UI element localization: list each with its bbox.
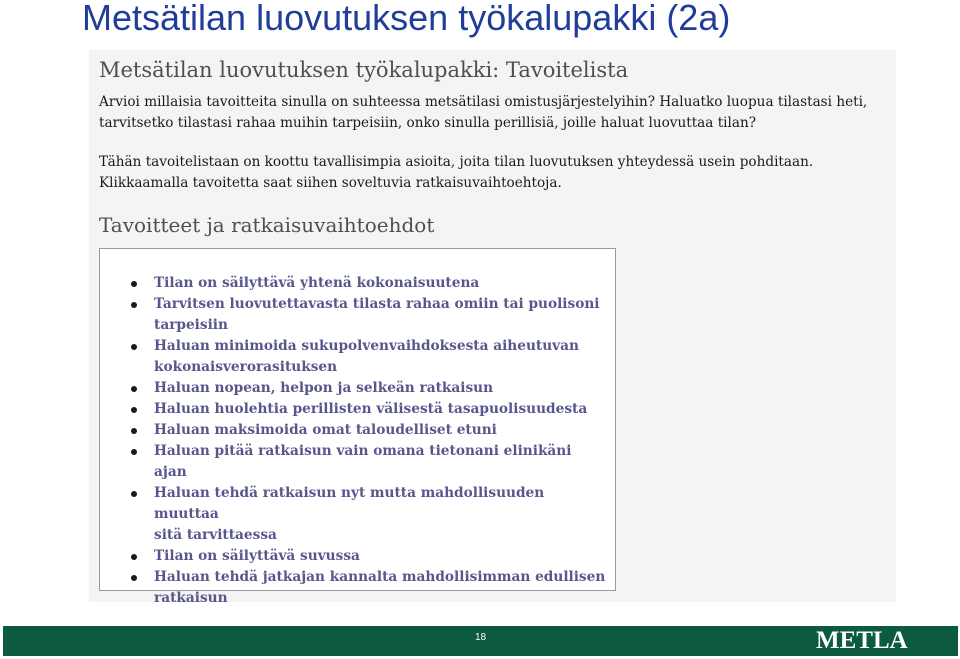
goal-link-text: Haluan pitää ratkaisun vain omana tietonani elinikäni ajan — [154, 443, 572, 480]
page-heading: Metsätilan luovutuksen työkalupakki: Tavoitelista — [99, 58, 629, 82]
goal-link-text: Tarvitsen luovutettavasta tilasta rahaa omiin tai puolisoni — [154, 296, 600, 312]
goal-link-text: Haluan tehdä ratkaisun nyt mutta mahdollisuuden muuttaa — [154, 485, 545, 522]
goal-link-text: Tilan on säilyttävä yhtenä kokonaisuutena — [154, 275, 480, 291]
bullet-icon — [131, 344, 137, 350]
bullet-icon — [131, 491, 137, 497]
goal-link[interactable] — [124, 336, 607, 378]
goal-link-text: Haluan nopean, helpon ja selkeän ratkaisun — [154, 380, 494, 396]
page-number: 18 — [474, 632, 487, 643]
intro-paragraph — [99, 92, 886, 134]
goal-list-box — [99, 248, 616, 606]
goal-link[interactable] — [124, 441, 607, 483]
bullet-icon — [131, 281, 137, 287]
metla-logo: METLA — [816, 627, 908, 654]
goal-link[interactable] — [124, 273, 607, 294]
info-line-2: Klikkaamalla tavoitetta saat siihen soveltuvia ratkaisuvaihtoehtoja. — [99, 175, 562, 191]
footer-bar — [3, 626, 958, 656]
goal-list — [124, 273, 607, 609]
bullet-icon — [131, 407, 137, 413]
goal-link[interactable] — [124, 399, 607, 420]
info-line-1: Tähän tavoitelistaan on koottu tavallisimpia asioita, joita tilan luovutuksen yhteydessä usein pohditaan. — [99, 154, 814, 170]
intro-text — [99, 92, 886, 194]
goal-link-text: kokonaisverorasituksen — [154, 359, 338, 375]
goal-link[interactable] — [124, 294, 607, 336]
bullet-icon — [131, 428, 137, 434]
bullet-icon — [131, 449, 137, 455]
goal-link[interactable] — [124, 483, 607, 546]
goal-link-text: Haluan tehdä jatkajan kannalta mahdollisimman edullisen — [154, 569, 606, 585]
goal-link-text: Tilan on säilyttävä suvussa — [154, 548, 360, 564]
goal-link[interactable] — [124, 378, 607, 399]
goal-link-text: Haluan minimoida sukupolvenvaihdoksesta aiheutuvan — [154, 338, 579, 354]
intro-line-1: Arvioi millaisia tavoitteita sinulla on suhteessa metsätilasi omistusjärjestelyihin? Haluatko luopua tilastasi heti, — [99, 94, 868, 110]
goal-link-text: tarpeisiin — [154, 317, 228, 333]
info-paragraph — [99, 152, 886, 194]
embedded-web-page — [89, 50, 896, 606]
bullet-icon — [131, 386, 137, 392]
bullet-icon — [131, 575, 137, 581]
goal-link[interactable] — [124, 420, 607, 441]
section-heading: Tavoitteet ja ratkaisuvaihtoehdot — [99, 213, 435, 237]
goal-link[interactable] — [124, 567, 607, 609]
bullet-icon — [131, 302, 137, 308]
goal-link[interactable] — [124, 546, 607, 567]
goal-link-text: Haluan maksimoida omat taloudelliset etuni — [154, 422, 497, 438]
goal-link-text: ratkaisun — [154, 590, 228, 606]
goal-link-text: Haluan huolehtia perillisten välisestä tasapuolisuudesta — [154, 401, 588, 417]
slide-title: Metsätilan luovutuksen työkalupakki (2a) — [82, 0, 731, 38]
intro-line-2: tarvitsetko tilastasi rahaa muihin tarpeisiin, onko sinulla perillisiä, joille haluat luovuttaa tilan? — [99, 115, 757, 131]
bullet-icon — [131, 554, 137, 560]
goal-link-text: sitä tarvittaessa — [154, 527, 277, 543]
